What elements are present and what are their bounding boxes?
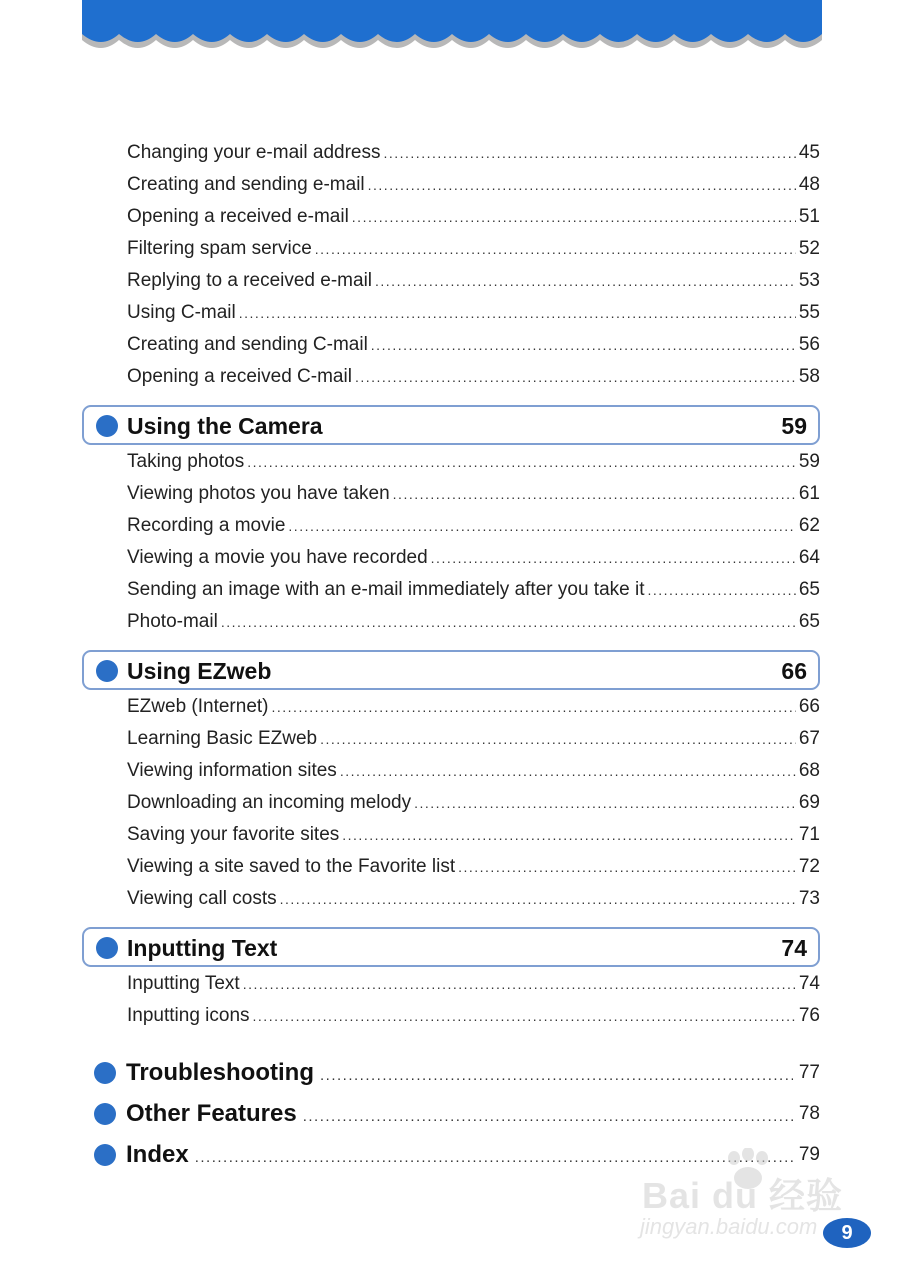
leader-dots — [431, 542, 796, 574]
table-of-contents — [82, 137, 820, 1175]
toc-entry[interactable]: Viewing a movie you have recorded ..... 64 — [82, 542, 820, 574]
email-entries — [82, 137, 820, 393]
blue-dot-icon — [96, 415, 118, 437]
leader-dots — [288, 510, 795, 542]
toc-entry[interactable]: Viewing photos you have taken ..... 61 — [82, 478, 820, 510]
toc-entry[interactable]: Creating and sending e-mail ..... 48 — [82, 169, 820, 201]
blue-dot-icon — [96, 660, 118, 682]
baidu-watermark — [636, 1148, 846, 1248]
leader-dots — [247, 446, 796, 478]
toc-entry[interactable]: Sending an image with an e-mail immediately after you take it ..... 65 — [82, 574, 820, 606]
toc-entry[interactable]: Replying to a received e-mail ..... 53 — [82, 265, 820, 297]
leader-dots — [340, 755, 796, 787]
major-item-other-features[interactable] — [82, 1093, 820, 1134]
section-header-camera[interactable] — [82, 405, 820, 445]
ezweb-entries — [82, 691, 820, 915]
section-title: Using the Camera — [127, 413, 323, 439]
blue-dot-icon — [94, 1144, 116, 1166]
toc-entry[interactable]: EZweb (Internet) ..... 66 — [82, 691, 820, 723]
watermark-logo: Bai du 经验 — [642, 1175, 844, 1216]
section-header-ezweb[interactable] — [82, 650, 820, 690]
leader-dots — [253, 1000, 796, 1032]
leader-dots — [355, 361, 796, 393]
leader-dots — [371, 329, 796, 361]
toc-entry[interactable]: Downloading an incoming melody ..... 69 — [82, 787, 820, 819]
leader-dots — [647, 574, 795, 606]
leader-dots — [239, 297, 796, 329]
toc-entry[interactable]: Opening a received C-mail ..... 58 — [82, 361, 820, 393]
leader-dots — [342, 819, 796, 851]
blue-dot-icon — [96, 937, 118, 959]
blue-dot-icon — [94, 1103, 116, 1125]
toc-entry[interactable]: Opening a received e-mail ..... 51 — [82, 201, 820, 233]
toc-entry[interactable]: Saving your favorite sites ..... 71 — [82, 819, 820, 851]
toc-entry[interactable]: Viewing a site saved to the Favorite list ..... 72 — [82, 851, 820, 883]
toc-entry[interactable]: Using C-mail ..... 55 — [82, 297, 820, 329]
toc-entry[interactable]: Filtering spam service ..... 52 — [82, 233, 820, 265]
camera-entries — [82, 446, 820, 638]
leader-dots — [315, 233, 796, 265]
leader-dots — [352, 201, 796, 233]
section-page: 74 — [781, 935, 807, 961]
leader-dots — [393, 478, 796, 510]
toc-entry[interactable]: Taking photos ..... 59 — [82, 446, 820, 478]
section-page: 66 — [781, 658, 807, 684]
major-title: Index — [126, 1140, 189, 1168]
toc-entry[interactable]: Inputting Text ..... 74 — [82, 968, 820, 1000]
toc-entry[interactable]: Viewing call costs ..... 73 — [82, 883, 820, 915]
blue-dot-icon — [94, 1062, 116, 1084]
leader-dots — [320, 1067, 793, 1093]
major-title: Troubleshooting — [126, 1058, 314, 1086]
spacer — [82, 1032, 820, 1052]
toc-entry[interactable]: Changing your e-mail address ..... 45 — [82, 137, 820, 169]
toc-entry[interactable]: Creating and sending C-mail ..... 56 — [82, 329, 820, 361]
leader-dots — [383, 137, 795, 169]
leader-dots — [375, 265, 796, 297]
leader-dots — [368, 169, 796, 201]
header-wave-banner — [82, 0, 822, 56]
major-page: 78 — [798, 1102, 820, 1124]
section-title: Inputting Text — [127, 935, 278, 961]
section-title: Using EZweb — [127, 658, 272, 684]
leader-dots — [303, 1108, 793, 1134]
inputting-entries — [82, 968, 820, 1032]
leader-dots — [280, 883, 796, 915]
leader-dots — [458, 851, 796, 883]
page-number-badge: 9 — [823, 1218, 871, 1248]
leader-dots — [320, 723, 796, 755]
toc-entry[interactable]: Recording a movie ..... 62 — [82, 510, 820, 542]
toc-entry[interactable]: Learning Basic EZweb ..... 67 — [82, 723, 820, 755]
major-title: Other Features — [126, 1099, 297, 1127]
section-page: 59 — [781, 413, 807, 439]
major-item-troubleshooting[interactable] — [82, 1052, 820, 1093]
leader-dots — [243, 968, 796, 1000]
leader-dots — [221, 606, 796, 638]
major-page: 77 — [798, 1061, 820, 1083]
major-page: 79 — [798, 1143, 820, 1165]
toc-entry[interactable]: Photo-mail ..... 65 — [82, 606, 820, 638]
toc-entry[interactable]: Inputting icons ..... 76 — [82, 1000, 820, 1032]
section-header-inputting-text[interactable] — [82, 927, 820, 967]
leader-dots — [272, 691, 796, 723]
toc-entry[interactable]: Viewing information sites ..... 68 — [82, 755, 820, 787]
leader-dots — [414, 787, 796, 819]
watermark-url: jingyan.baidu.com — [640, 1214, 818, 1239]
